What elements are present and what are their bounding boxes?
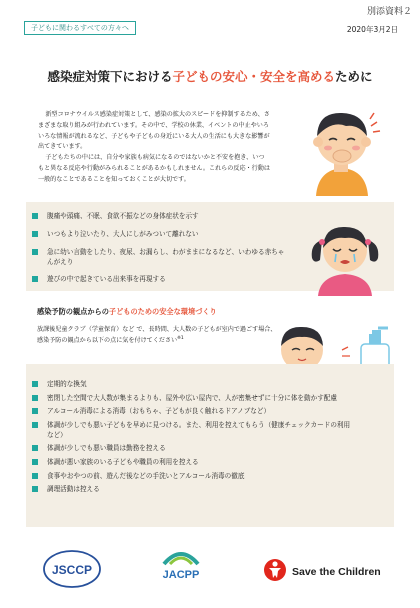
intro-text [38, 110, 270, 186]
svg-text:JACPP: JACPP [162, 569, 200, 581]
intro-paragraph-2: 子どもたちの中には、自分や家族も病気になるのではないかと不安を抱き、いつもと異なる反応や行動がみられることがあるかもしれません。これらの反応・行動は一般的なことであることを知っておくことが大切です。 [38, 154, 270, 183]
svg-text:Save the Children: Save the Children [292, 566, 381, 578]
section-text: 放課後児童クラブ（学童保育）など で、長時間、大人数の子どもが室内で過ごす場合、感染予防の観点から以下の点に気を付けてください$^{※1}$ [37, 326, 277, 345]
save-the-children-logo [262, 556, 392, 586]
prevention-list [26, 379, 356, 498]
list-item: 食事やおやつの前、遊んだ後などの手洗いとアルコール消毒の徹底 [26, 471, 356, 481]
bullet-square [32, 408, 38, 414]
crying-girl-illustration [300, 218, 390, 296]
jacpp-logo [150, 544, 212, 594]
list-item: 定期的な換気 [26, 379, 356, 389]
bullet-square [32, 486, 38, 492]
jsccp-logo [42, 549, 102, 589]
coughing-boy-illustration [296, 104, 388, 196]
audience-tag: 子どもに関わるすべての方々へ [24, 21, 136, 35]
list-item: 遊びの中で起きている出来事を再現する [26, 274, 286, 284]
intro-paragraph-1: 新型コロナウイルス感染症対策として、感染の拡大のスピードを抑制するため、さまざまな取り組みが行われています。その中で、学校の休業、イベントの中止やいろいろな情報が流れるなど、子どもや子どもの身近にいる大人の生活にも大きな影響が出てきています。 [38, 111, 270, 151]
section-title: 感染予防の観点からの子どものための安全な環境づくり [37, 307, 217, 316]
bullet-square [32, 249, 38, 255]
bullet-square [32, 473, 38, 479]
svg-text:JSCCP: JSCCP [51, 563, 93, 577]
bullet-square [32, 381, 38, 387]
title-highlight: 子どもの安心・安全を高める [172, 69, 335, 84]
list-item: いつもより泣いたり、大人にしがみついて離れない [26, 229, 286, 239]
list-item: 体調が少しでも悪い職員は勤務を控える [26, 443, 356, 453]
bullet-square [32, 459, 38, 465]
title-part2: ために [335, 69, 373, 84]
page-title [0, 67, 420, 85]
reactions-list [26, 211, 286, 292]
list-item: 調理活動は控える [26, 484, 356, 494]
annex-label: 別添資料２ [366, 7, 412, 17]
title-part1: 感染症対策下における [47, 69, 173, 84]
list-item: 体調が少しでも悪い子どもを早めに見つける。また、利用を控えてもらう（健康チェックカードの利用など） [26, 420, 356, 440]
bullet-square [32, 231, 38, 237]
bullet-square [32, 213, 38, 219]
list-item: アルコール消毒による消毒（おもちゃ、子どもが良く触れるドアノブなど） [26, 406, 356, 416]
date: 2020年3月2日 [346, 25, 398, 34]
bullet-square [32, 276, 38, 282]
list-item: 密閉した空間で大人数が集まるよりも、屋外や広い屋内で、人が密集せずに十分に体を動かす配慮 [26, 393, 356, 403]
list-item: 急に幼い言動をしたり、夜尿、お漏らし、わがままになるなど、いわゆる赤ちゃんがえり [26, 247, 286, 267]
list-item: 体調が悪い家族のいる子どもや職員の利用を控える [26, 457, 356, 467]
bullet-square [32, 395, 38, 401]
bullet-square [32, 445, 38, 451]
list-item: 腹痛や頭痛、不眠、食欲不振などの身体症状を示す [26, 211, 286, 221]
bullet-square [32, 422, 38, 428]
